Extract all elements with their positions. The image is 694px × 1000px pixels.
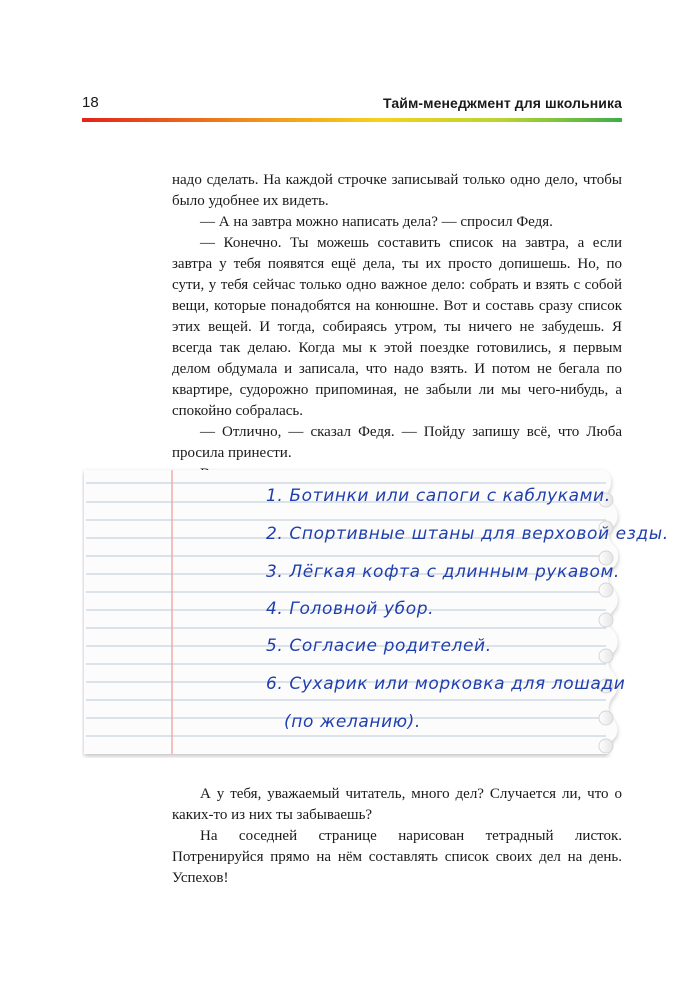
paragraph: На соседней странице нарисован тетрадный листок. Потренируйся прямо на нём составлять список своих дел на день. Успехов! — [172, 828, 622, 886]
page-header — [82, 94, 622, 116]
body-text-top — [172, 170, 622, 485]
running-title: Тайм-менеджмент для школьника — [383, 95, 622, 111]
paragraph: — Конечно. Ты можешь составить список на завтра, а если завтра у тебя появятся ещё дела, ты их просто допишешь. Но, по сути, у тебя сейчас только одно важное дело: собрать и взять с собой вещи, которые понадобятся на конюшне. Вот и составь сразу список этих вещей. И тогда, собираясь утром, ты ничего не забудешь. Я всегда так делаю. Когда мы к этой поездке готовились, я первым делом обдумала и записала, что надо взять. И потом не бегала по квартире, судорожно припоминая, не забыли ли мы чего-нибудь, а спокойно собралась. — [172, 235, 622, 419]
list-item: 3. Лёгкая кофта с длинным рукавом. — [266, 562, 620, 582]
paragraph: — А на завтра можно написать дела? — спросил Федя. — [200, 214, 553, 230]
header-gradient-rule — [82, 118, 622, 122]
paragraph: А у тебя, уважаемый читатель, много дел? Случается ли, что о каких-то из них ты забываешь? — [172, 786, 622, 823]
paragraph: надо сделать. На каждой строчке записывай только одно дело, чтобы было удобнее их видеть. — [172, 172, 622, 209]
list-item: (по желанию). — [284, 712, 421, 732]
body-text-bottom — [172, 784, 622, 889]
list-item: 1. Ботинки или сапоги с каблуками. — [266, 486, 611, 506]
notebook-sheet — [82, 466, 669, 758]
list-item: 4. Головной убор. — [266, 599, 435, 619]
list-item: 5. Согласие родителей. — [266, 636, 492, 656]
paragraph: — Отлично, — сказал Федя. — Пойду запишу всё, что Люба просила принести. — [172, 424, 622, 461]
list-item: 6. Сухарик или морковка для лошади — [266, 674, 626, 694]
list-item: 2. Спортивные штаны для верховой езды. — [266, 524, 669, 544]
page-number: 18 — [82, 94, 99, 111]
